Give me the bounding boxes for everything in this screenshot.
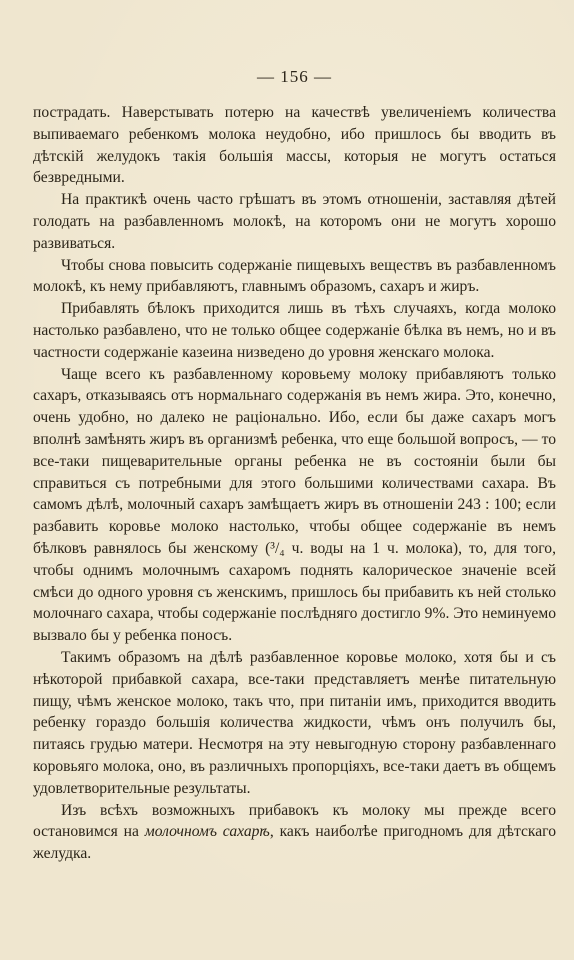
paragraph-7-end: , какъ наиболѣе пригодномъ для дѣтскаго желудка. xyxy=(33,823,556,863)
paragraph-4: Прибавлять бѣлокъ приходится лишь въ тѣхъ случаяхъ, когда молоко настолько разбавлено, что не только общее содержаніе бѣлка въ немъ, но и въ частности содержаніе казеина низведено до уровня женскаго молока. xyxy=(33,300,556,361)
paragraph-7 xyxy=(33,800,556,865)
page-number: — 156 — xyxy=(257,67,332,86)
paragraph-6: Такимъ образомъ на дѣлѣ разбавленное коровье молоко, хотя бы и съ нѣкоторой прибавкой сахара, все-таки представляетъ менѣе питательную пищу, чѣмъ женское молоко, такъ что, при питаніи имъ, приходится вводить ребенку гораздо большія количества жидкости, чѣмъ онъ получилъ бы, питаясь грудью матери. Несмотря на эту невыгодную сторону разбавленнаго коровьяго молока, оно, въ различныхъ пропорціяхъ, все-таки даетъ въ общемъ удовлетворительные результаты. xyxy=(33,648,556,797)
paragraph-1: пострадать. Наверстывать потерю на качествѣ увеличеніемъ количества выпиваемаго ребенкомъ молока неудобно, ибо пришлось бы вводить въ дѣтскій желудокъ такія большія массы, которыя не могутъ остаться безвредными. xyxy=(33,104,556,187)
paragraph-2: На практикѣ очень часто грѣшатъ въ этомъ отношеніи, заставляя дѣтей голодать на разбавленномъ молокѣ, на которомъ они не могутъ хорошо развиваться. xyxy=(33,191,556,252)
paragraph-3: Чтобы снова повысить содержаніе пищевыхъ веществъ въ разбавленномъ молокѣ, къ нему прибавляютъ, главнымъ образомъ, сахаръ и жиръ. xyxy=(33,256,556,296)
emphasis-milk-sugar: молочномъ сахарѣ xyxy=(144,823,270,841)
body-text xyxy=(33,102,556,865)
paragraph-7-start: Изъ всѣхъ возможныхъ прибавокъ къ молоку мы прежде всего остановимся на xyxy=(33,801,556,841)
paragraph-5: Чаще всего къ разбавленному коровьему молоку прибавляютъ только сахаръ, отказываясь отъ нормальнаго содержанія въ немъ жира. Это, конечно, очень удобно, но далеко не раціонально. Ибо, если бы даже сахаръ могъ вполнѣ замѣнять жиръ въ организмѣ ребенка, что еще большой вопросъ, — то все-таки пищеварительные органы ребенка не въ состояніи были бы справиться съ потребными для этого большими количествами сахара. Въ самомъ дѣлѣ, молочный сахаръ замѣщаетъ жиръ въ отношеніи 243 : 100; если разбавить коровье молоко настолько, чтобы общее содержаніе въ немъ бѣлковъ равнялось бы женскому (³/₄ ч. воды на 1 ч. молока), то, для того, чтобы однимъ молочнымъ сахаромъ поднять калорическое значеніе всей смѣси до одного уровня съ женскимъ, пришлось бы прибавить къ ней столько молочнаго сахара, чтобы содержаніе послѣдняго достигло 9%. Это неминуемо вызвало бы у ребенка поносъ. xyxy=(33,365,556,645)
